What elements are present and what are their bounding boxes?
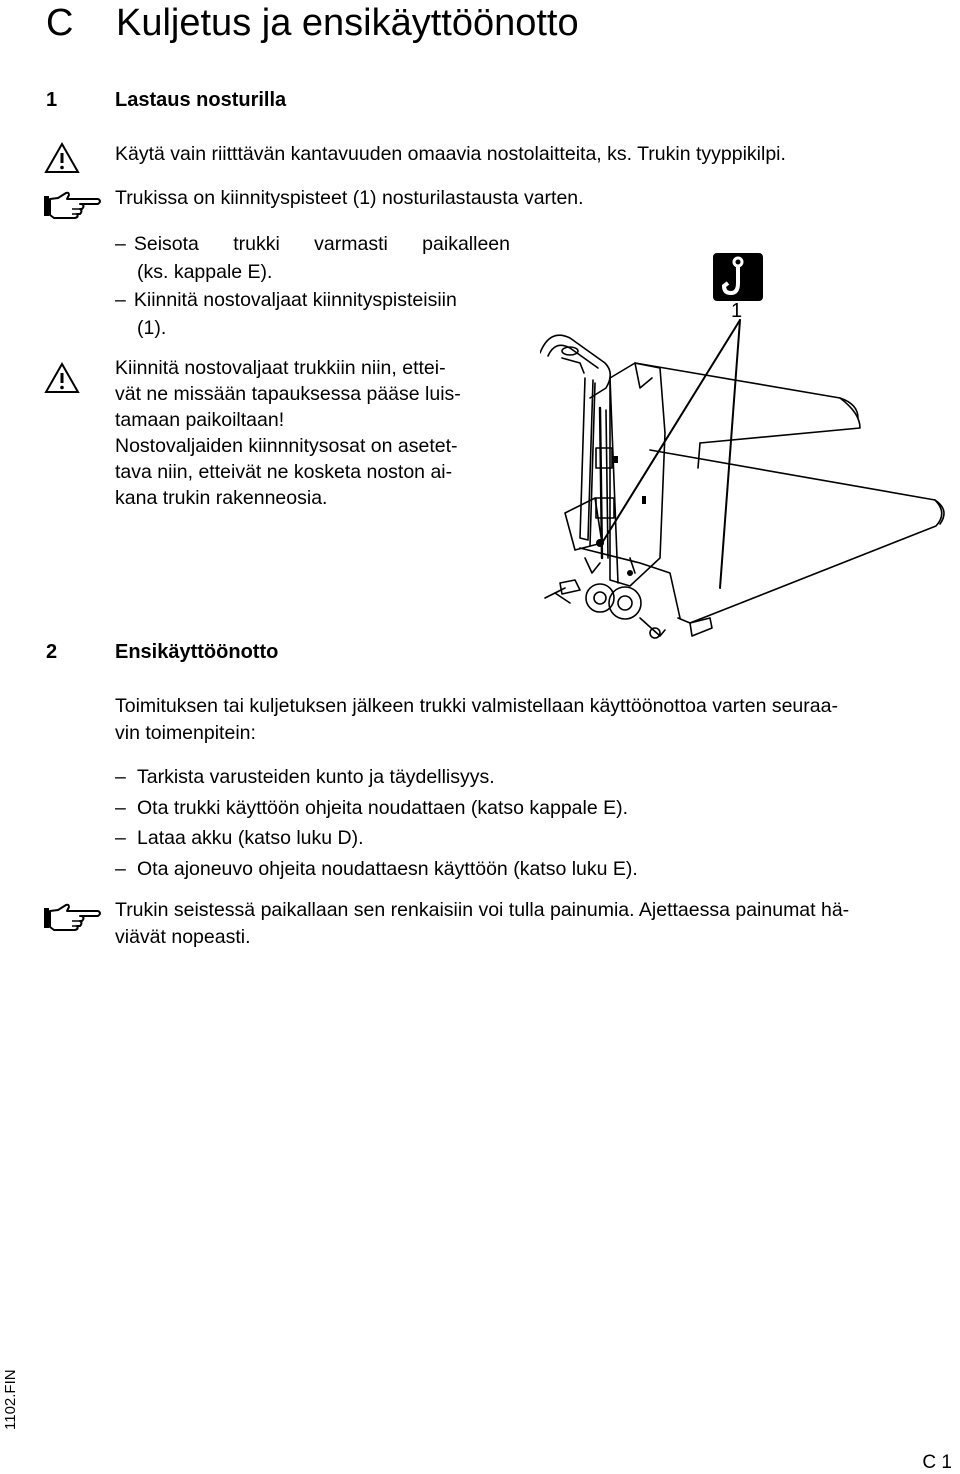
warning-line: tava niin, etteivät ne kosketa noston ai-	[115, 461, 453, 483]
section-2-number: 2	[46, 641, 58, 663]
section-1-title: Lastaus nosturilla	[115, 89, 287, 111]
crane-hook-icon	[713, 253, 763, 301]
figure-label: 1	[731, 300, 743, 322]
step-text: Lataa akku (katso luku D).	[137, 827, 364, 849]
list-item	[115, 854, 955, 885]
dash-bullet: –	[115, 857, 126, 880]
section-1-number: 1	[46, 89, 58, 111]
step-text-line-2: (ks. kappale E).	[137, 261, 273, 283]
dash-bullet: –	[115, 233, 126, 255]
section-1-step-list	[115, 230, 510, 342]
step-text: Ota ajoneuvo ohjeita noudattaesn käyttöön (katso luku E).	[137, 857, 638, 880]
intro-line: Toimituksen tai kuljetuksen jälkeen trukki valmistellaan käyttöönottoa varten seuraa-	[115, 695, 838, 717]
intro-line: vin toimenpitein:	[115, 722, 256, 744]
dash-bullet: –	[115, 289, 126, 311]
step-text: Tarkista varusteiden kunto ja täydellisyys.	[137, 766, 495, 788]
list-item	[115, 762, 955, 793]
step-text-line-1: Seisota trukki varmasti paikalleen	[133, 233, 510, 255]
page-number: C 1	[922, 1452, 952, 1473]
warning-line: Kiinnitä nostovaljaat trukkiin niin, ettei-	[115, 357, 446, 379]
pallet-truck-illustration	[540, 318, 950, 650]
warning-triangle-icon	[44, 142, 80, 174]
pointing-hand-icon	[42, 902, 104, 932]
chapter-heading	[46, 0, 579, 46]
warning-line: kana trukin rakenneosia.	[115, 487, 328, 509]
note-line: viävät nopeasti.	[115, 926, 251, 948]
warning-triangle-icon	[44, 362, 80, 394]
step-text: Ota trukki käyttöön ohjeita noudattaen (katso kappale E).	[137, 796, 629, 819]
section-2-intro	[115, 693, 955, 747]
section-1-warning-text: Käytä vain riitttävän kantavuuden omaavia nostolaitteita, ks. Trukin tyyppikilpi.	[115, 143, 786, 165]
note-line: Trukin seistessä paikallaan sen renkaisiin voi tulla painumia. Ajettaessa painumat hä-	[115, 899, 850, 921]
dash-bullet: –	[115, 766, 126, 788]
list-item	[115, 823, 955, 854]
chapter-letter: C	[46, 2, 74, 44]
section-1-warning-2	[115, 355, 515, 511]
step-text-line-2: (1).	[137, 317, 167, 339]
section-2-step-list	[115, 762, 955, 884]
section-2-title: Ensikäyttöönotto	[115, 641, 279, 663]
list-item	[115, 230, 510, 286]
dash-bullet: –	[115, 827, 126, 849]
warning-line: Nostovaljaiden kiinnnitysosat on asetet-	[115, 435, 458, 457]
step-text-line-1: Kiinnitä nostovaljaat kiinnityspisteisiin	[133, 289, 457, 311]
list-item	[115, 793, 955, 824]
section-1-note-text: Trukissa on kiinnityspisteet (1) nosturilastausta varten.	[115, 187, 584, 209]
section-2-note	[115, 897, 955, 951]
pointing-hand-icon	[42, 190, 104, 220]
warning-line: tamaan paikoiltaan!	[115, 409, 285, 431]
document-code: 1102.FIN	[2, 1369, 19, 1430]
warning-line: vät ne missään tapauksessa pääse luis-	[115, 383, 461, 405]
list-item	[115, 286, 510, 342]
chapter-title: Kuljetus ja ensikäyttöönotto	[116, 2, 579, 44]
dash-bullet: –	[115, 796, 126, 819]
